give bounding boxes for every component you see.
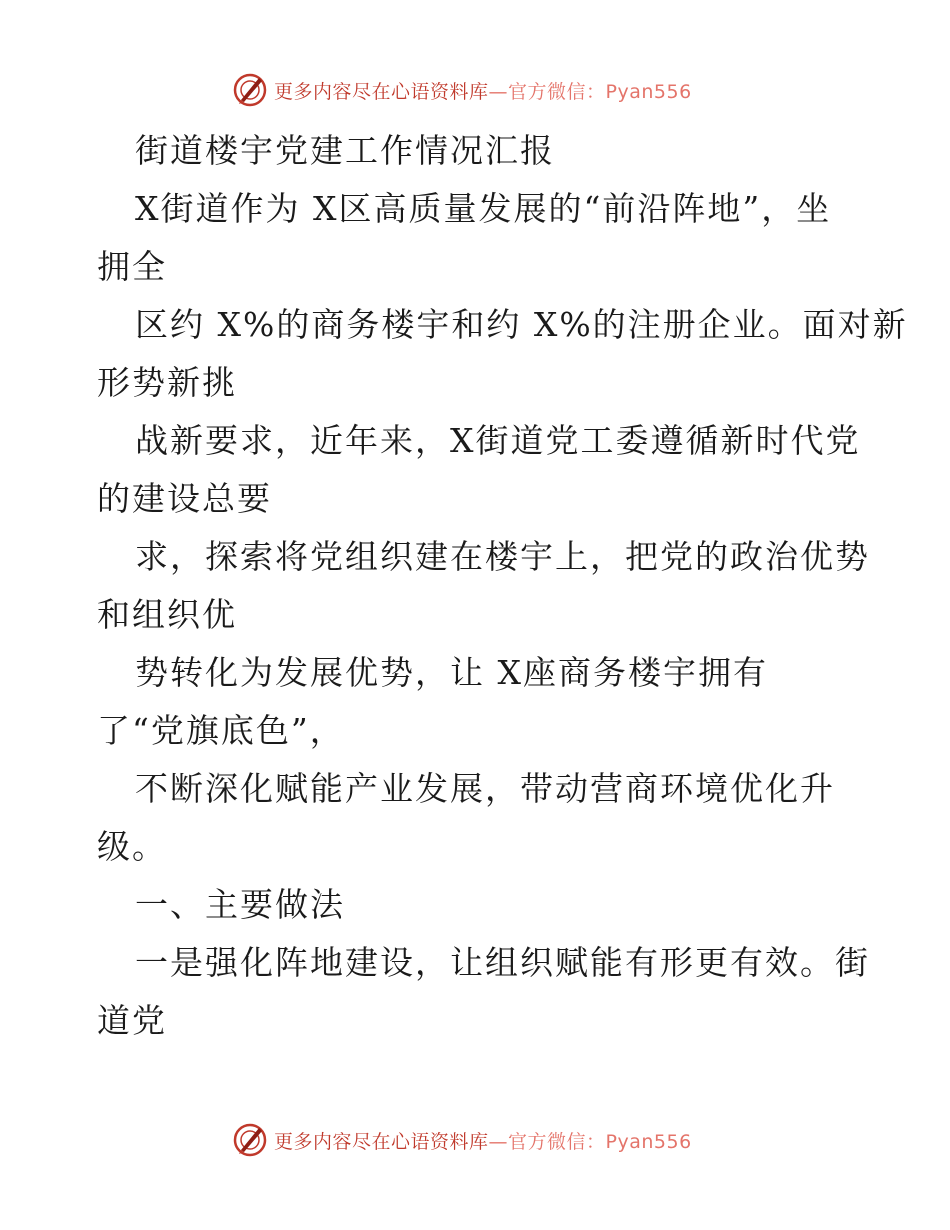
text-line: 一是强化阵地建设，让组织赋能有形更有效。街 <box>135 943 870 982</box>
text-line: 和组织优 <box>97 595 237 634</box>
quill-logo-icon <box>232 72 268 108</box>
banner-text: 更多内容尽在心语资料库—官方微信：Pyan556 <box>274 1130 692 1153</box>
text-line: 势转化为发展优势，让 X座商务楼宇拥有 <box>135 653 768 692</box>
text-line: 一、主要做法 <box>135 885 345 924</box>
text-line: 拥全 <box>97 247 167 286</box>
text-line: 了“党旗底色”， <box>97 711 345 750</box>
quill-logo-icon <box>232 1122 268 1158</box>
banner-text: 更多内容尽在心语资料库—官方微信：Pyan556 <box>274 80 692 103</box>
text-line: 区约 X%的商务楼宇和约 X%的注册企业。面对新 <box>135 305 908 344</box>
text-line: 级。 <box>97 827 167 866</box>
text-line: 道党 <box>97 1001 167 1040</box>
document-title: 街道楼宇党建工作情况汇报 <box>135 131 555 170</box>
text-line: 不断深化赋能产业发展，带动营商环境优化升 <box>135 769 835 808</box>
text-line: 求，探索将党组织建在楼宇上，把党的政治优势 <box>135 537 870 576</box>
text-line: 形势新挑 <box>97 363 237 402</box>
text-line: 的建设总要 <box>97 479 272 518</box>
text-line: X街道作为 X区高质量发展的“前沿阵地”，坐 <box>135 189 832 228</box>
footer-banner <box>232 1122 732 1158</box>
header-banner <box>232 72 732 108</box>
text-line: 战新要求，近年来，X街道党工委遵循新时代党 <box>135 421 861 460</box>
document-body <box>97 122 908 1050</box>
